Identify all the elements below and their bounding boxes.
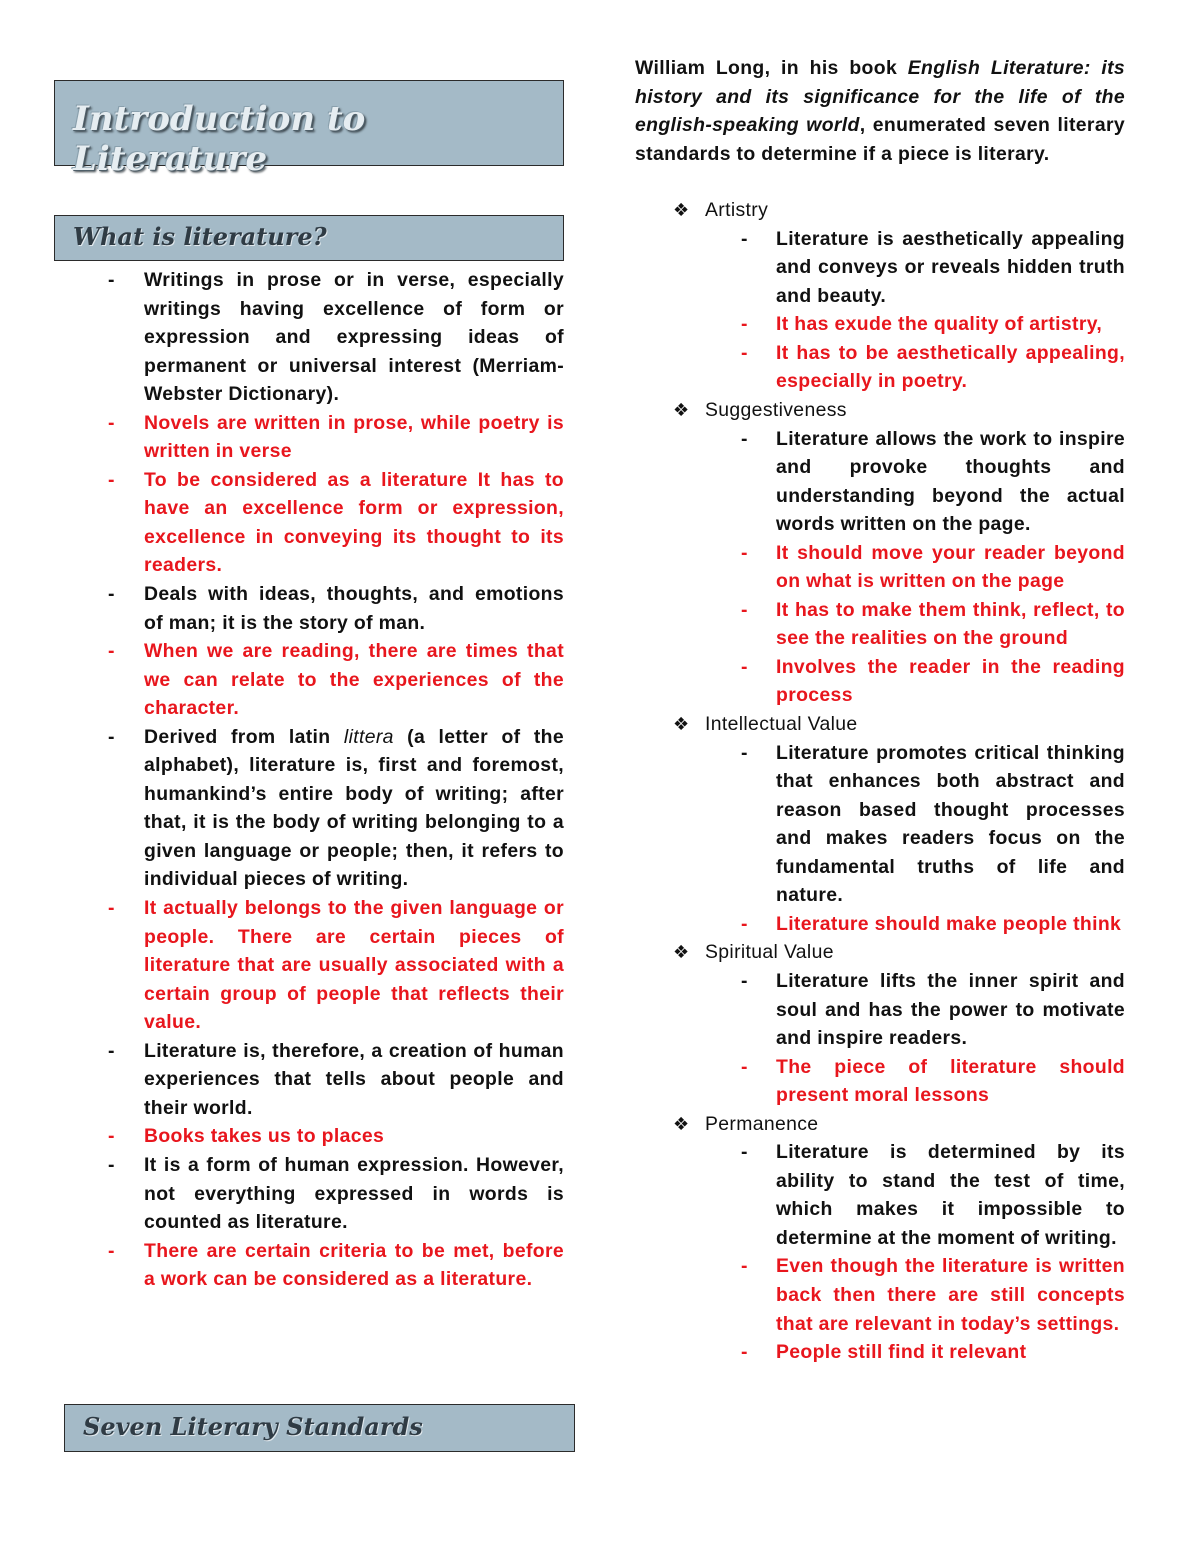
- seven-standards-heading: Seven Literary Standards: [83, 1412, 423, 1441]
- list-item: [108, 1122, 564, 1151]
- list-item-text: Deals with ideas, thoughts, and emotions of man; it is the story of man.: [144, 583, 564, 634]
- list-item-text: To be considered as a literature It has to have an excellence form or expression, excellence in conveying its thought to its readers.: [144, 468, 564, 577]
- list-item-text: Literature is, therefore, a creation of human experiences that tells about people and their world.: [144, 1039, 564, 1119]
- list-item: [635, 1053, 1125, 1110]
- document-title: Introduction to Literature: [73, 99, 366, 179]
- list-item-text: It has exude the quality of artistry,: [776, 313, 1103, 336]
- standard-name: Spiritual Value: [705, 941, 834, 964]
- list-item-text: Derived from latin: [144, 725, 344, 748]
- dash-bullet: -: [108, 1153, 115, 1176]
- dash-bullet: -: [741, 313, 748, 336]
- standard-name: Artistry: [705, 199, 769, 222]
- list-item-text: (a letter of the alphabet), literature is, first and foremost, humankind’s entire body of writing; after that, it is the body of writing belonging to a given language or people; then, it refers to individual pieces of writing.: [144, 725, 564, 891]
- list-item-text: Writings in prose or in verse, especially writings having excellence of form or expression and expressing ideas of permanent or universal interest (Merriam-Webster Dictionary).: [144, 269, 564, 406]
- dash-bullet: -: [108, 411, 115, 434]
- dash-bullet: -: [108, 897, 115, 920]
- standard-name: Intellectual Value: [705, 713, 858, 736]
- list-item-text: Involves the reader in the reading process: [776, 655, 1125, 707]
- list-item-text: It actually belongs to the given language or people. There are certain pieces of literature that are usually associated with a certain group of people that reflects their value.: [144, 897, 564, 1034]
- standards-column: [635, 54, 1125, 1367]
- list-item-text: It should move your reader beyond on what is written on the page: [776, 541, 1125, 593]
- list-item-text: Literature promotes critical thinking that enhances both abstract and reason based thought processes and makes readers focus on the fundamental truths of life and nature.: [776, 741, 1125, 907]
- diamond-bullet-icon: ❖: [673, 200, 690, 221]
- dash-bullet: -: [741, 655, 748, 678]
- standard-name: Suggestiveness: [705, 399, 847, 422]
- list-item: [635, 596, 1125, 653]
- list-item: [635, 1252, 1125, 1338]
- dash-bullet: -: [108, 583, 115, 606]
- dash-bullet: -: [108, 725, 115, 748]
- dash-bullet: -: [741, 427, 748, 450]
- standards-list: [635, 196, 1125, 1366]
- list-item: [108, 409, 564, 466]
- what-is-literature-heading: What is literature?: [73, 222, 327, 251]
- list-item-text: Literature lifts the inner spirit and soul and has the power to motivate and inspire readers.: [776, 969, 1125, 1050]
- list-item: [635, 967, 1125, 1053]
- list-item: [108, 466, 564, 580]
- standard-heading: [635, 1110, 1125, 1139]
- list-item: [635, 739, 1125, 910]
- dash-bullet: -: [741, 598, 748, 621]
- list-item: [635, 1338, 1125, 1367]
- dash-bullet: -: [741, 969, 748, 992]
- list-item-text: It has to make them think, reflect, to see the realities on the ground: [776, 598, 1125, 650]
- what-is-literature-banner: [54, 215, 564, 261]
- dash-bullet: -: [741, 541, 748, 564]
- intro-book-title: English Literature: its history and its significance for the life of the english-speaking world: [635, 57, 1126, 137]
- list-item-text: Even though the literature is written back then there are still concepts that are relevant in today’s settings.: [776, 1255, 1125, 1335]
- dash-bullet: -: [108, 1125, 115, 1148]
- dash-bullet: -: [741, 912, 748, 935]
- list-item: [635, 910, 1125, 939]
- list-item-text: Novels are written in prose, while poetry is written in verse: [144, 411, 564, 463]
- dash-bullet: -: [741, 741, 748, 764]
- intro-part-1: William Long, in his book: [635, 57, 908, 79]
- diamond-bullet-icon: ❖: [673, 942, 690, 963]
- list-item-text: Literature allows the work to inspire and provoke thoughts and understanding beyond the actual words written on the page.: [776, 427, 1125, 536]
- dash-bullet: -: [741, 227, 748, 250]
- dash-bullet: -: [741, 1141, 748, 1164]
- what-is-literature-list: [108, 266, 564, 1294]
- diamond-bullet-icon: ❖: [673, 400, 690, 421]
- list-item-text: When we are reading, there are times that we can relate to the experiences of the character.: [144, 640, 564, 720]
- list-item: [108, 266, 564, 409]
- list-item: [108, 894, 564, 1037]
- dash-bullet: -: [108, 1039, 115, 1062]
- list-item: [635, 425, 1125, 539]
- dash-bullet: -: [108, 1239, 115, 1262]
- dash-bullet: -: [108, 640, 115, 663]
- dash-bullet: -: [108, 468, 115, 491]
- list-item: [108, 637, 564, 723]
- dash-bullet: -: [741, 1341, 748, 1364]
- latin-word: littera: [343, 725, 394, 748]
- list-item: [108, 1151, 564, 1237]
- list-item: [635, 310, 1125, 339]
- dash-bullet: -: [741, 341, 748, 364]
- list-item: [635, 539, 1125, 596]
- standard-heading: [635, 710, 1125, 739]
- list-item: [108, 1237, 564, 1294]
- list-item-text: It is a form of human expression. However, not everything expressed in words is counted as literature.: [144, 1153, 564, 1234]
- seven-standards-banner: [64, 1404, 575, 1452]
- list-item: [108, 580, 564, 637]
- intro-part-2: , enumerated seven literary standards to determine if a piece is literary.: [635, 114, 1125, 165]
- standard-heading: [635, 938, 1125, 967]
- list-item-text: People still find it relevant: [776, 1341, 1027, 1364]
- list-item: [108, 723, 564, 894]
- standard-heading: [635, 396, 1125, 425]
- list-item: [635, 653, 1125, 710]
- standard-name: Permanence: [705, 1112, 819, 1135]
- intro-paragraph: [635, 54, 1125, 168]
- list-item-text: There are certain criteria to be met, before a work can be considered as a literature.: [144, 1239, 564, 1291]
- list-item-text: It has to be aesthetically appealing, especially in poetry.: [776, 341, 1125, 393]
- title-banner: [54, 80, 564, 179]
- list-item: [635, 225, 1125, 311]
- list-item: [635, 1138, 1125, 1252]
- standard-heading: [635, 196, 1125, 225]
- dash-bullet: -: [108, 269, 115, 291]
- diamond-bullet-icon: ❖: [673, 1113, 690, 1134]
- list-item-text: The piece of literature should present moral lessons: [776, 1055, 1125, 1107]
- list-item-text: Literature is aesthetically appealing and conveys or reveals hidden truth and beauty.: [776, 227, 1125, 307]
- list-item: [635, 339, 1125, 396]
- list-item-text: Literature is determined by its ability to stand the test of time, which makes it impossible to determine at the moment of writing.: [776, 1141, 1125, 1249]
- list-item-text: Books takes us to places: [144, 1125, 385, 1148]
- list-item: [108, 1037, 564, 1123]
- list-item-text: Literature should make people think: [776, 912, 1122, 935]
- dash-bullet: -: [741, 1255, 748, 1278]
- diamond-bullet-icon: ❖: [673, 714, 690, 735]
- dash-bullet: -: [741, 1055, 748, 1078]
